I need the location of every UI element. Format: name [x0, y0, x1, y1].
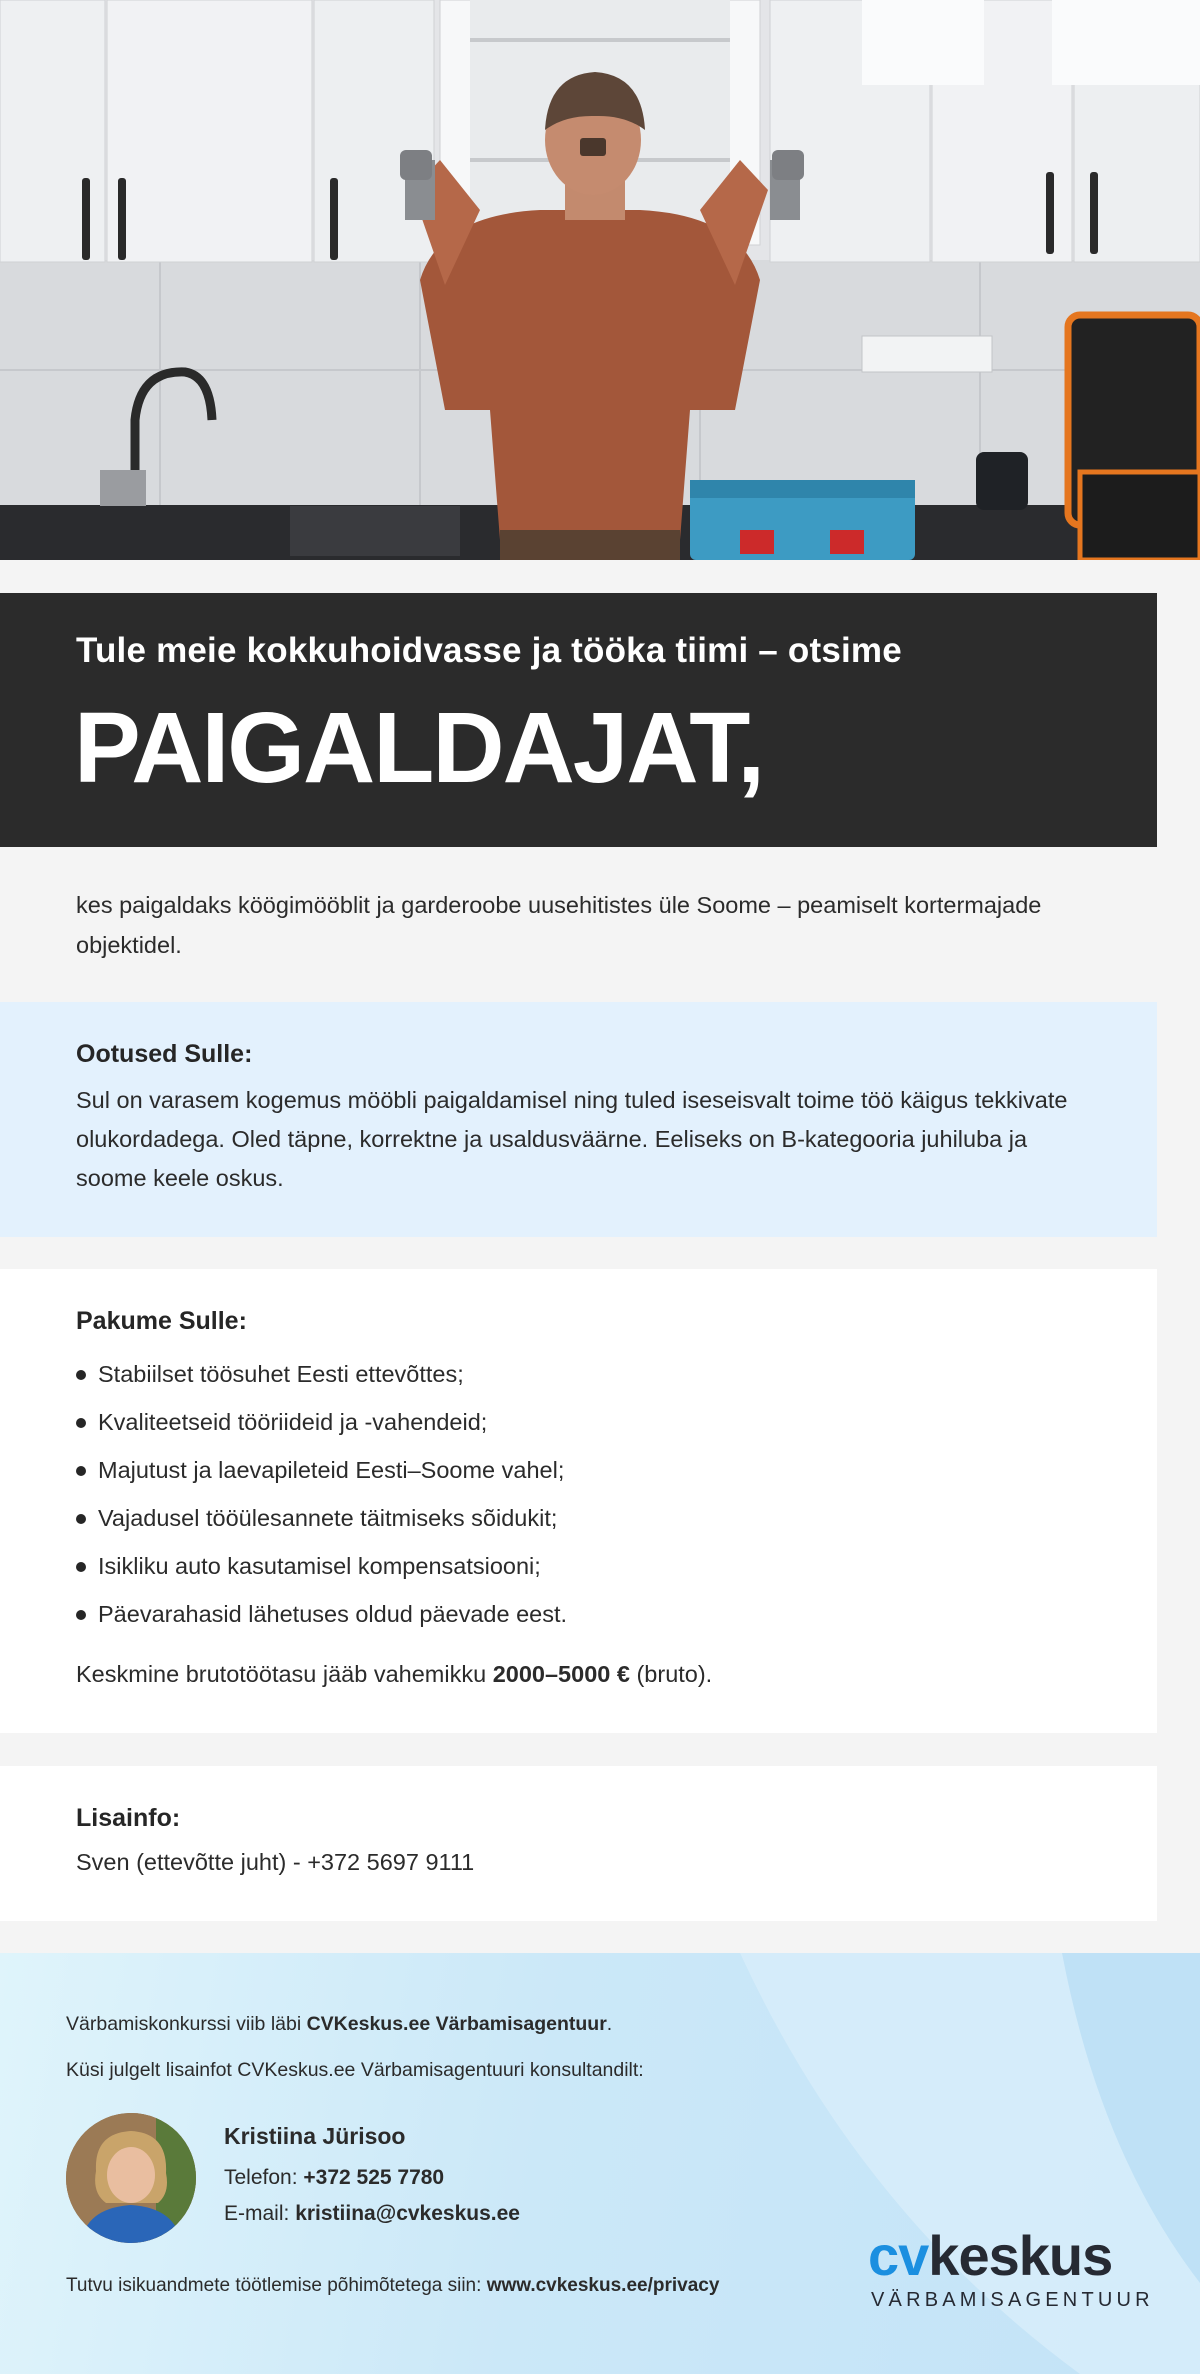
footer-line1: Värbamiskonkurssi viib läbi CVKeskus.ee Värbamisagentuur. [66, 2013, 613, 2035]
privacy-link[interactable]: www.cvkeskus.ee/privacy [486, 2275, 720, 2296]
phone-link[interactable]: +372 525 7780 [303, 2166, 445, 2189]
bullet-icon [76, 1466, 86, 1476]
bullet-icon [76, 1418, 86, 1428]
cvkeskus-logo: cvkeskus VÄRBAMISAGENTUUR [868, 2224, 1154, 2311]
expectations-heading: Ootused Sulle: [76, 1040, 253, 1068]
title-headline: PAIGALDAJAT, [74, 692, 763, 804]
list-item: Vajadusel tööülesannete täitmiseks sõidukit; [76, 1494, 1081, 1542]
list-item: Isikliku auto kasutamisel kompensatsiooni; [76, 1542, 1081, 1590]
intro-text: kes paigaldaks köögimööblit ja garderoobe uusehitistes üle Soome – peamiselt kortermajade objektidel. [76, 892, 1042, 958]
salary-text: Keskmine brutotöötasu jääb vahemikku 2000–5000 € (bruto). [76, 1661, 713, 1687]
info-section [0, 1766, 1157, 1921]
list-item: Päevarahasid lähetuses oldud päevade eest. [76, 1590, 1081, 1638]
bullet-icon [76, 1610, 86, 1620]
consultant-photo-icon [66, 2113, 196, 2243]
email-link[interactable]: kristiina@cvkeskus.ee [295, 2202, 520, 2225]
bullet-icon [76, 1514, 86, 1524]
expectations-section [0, 1002, 1157, 1237]
avatar [66, 2113, 196, 2243]
footer [0, 1953, 1200, 2374]
list-item: Stabiilset töösuhet Eesti ettevõttes; [76, 1350, 1081, 1398]
bullet-icon [76, 1370, 86, 1380]
info-text: Sven (ettevõtte juht) - +372 5697 9111 [76, 1849, 475, 1875]
info-heading: Lisainfo: [76, 1804, 181, 1832]
privacy-text: Tutvu isikuandmete töötlemise põhimõtetega siin: www.cvkeskus.ee/privacy [66, 2275, 720, 2296]
list-item: Kvaliteetseid tööriideid ja -vahendeid; [76, 1398, 1081, 1446]
expectations-text: Sul on varasem kogemus mööbli paigaldamisel ning tuled iseseisvalt toime töö käigus tekkivate olukordadega. Oled täpne, korrektne ja usaldusväärne. Eeliseks on B-kategooria juhiluba ja soome keele oskus. [76, 1087, 1068, 1191]
consultant-email: E-mail: kristiina@cvkeskus.ee [224, 2202, 520, 2225]
consultant-contact [224, 2123, 520, 2232]
logo-tagline: VÄRBAMISAGENTUUR [871, 2289, 1154, 2311]
offer-list [76, 1350, 1081, 1638]
salary-range: 2000–5000 € [492, 1661, 630, 1687]
consultant-phone: Telefon: +372 525 7780 [224, 2166, 445, 2189]
list-item: Majutust ja laevapileteid Eesti–Soome vahel; [76, 1446, 1081, 1494]
footer-line2: Küsi julgelt lisainfot CVKeskus.ee Värbamisagentuuri konsultandilt: [66, 2059, 644, 2081]
hero-image [0, 0, 1200, 560]
installer-photo-icon [0, 0, 1200, 560]
bullet-icon [76, 1562, 86, 1572]
offer-heading: Pakume Sulle: [76, 1307, 247, 1335]
title-subtitle: Tule meie kokkuhoidvasse ja tööka tiimi – otsime [76, 631, 902, 670]
title-band [0, 593, 1157, 847]
consultant-name: Kristiina Jürisoo [224, 2123, 406, 2149]
offer-section [0, 1269, 1157, 1733]
